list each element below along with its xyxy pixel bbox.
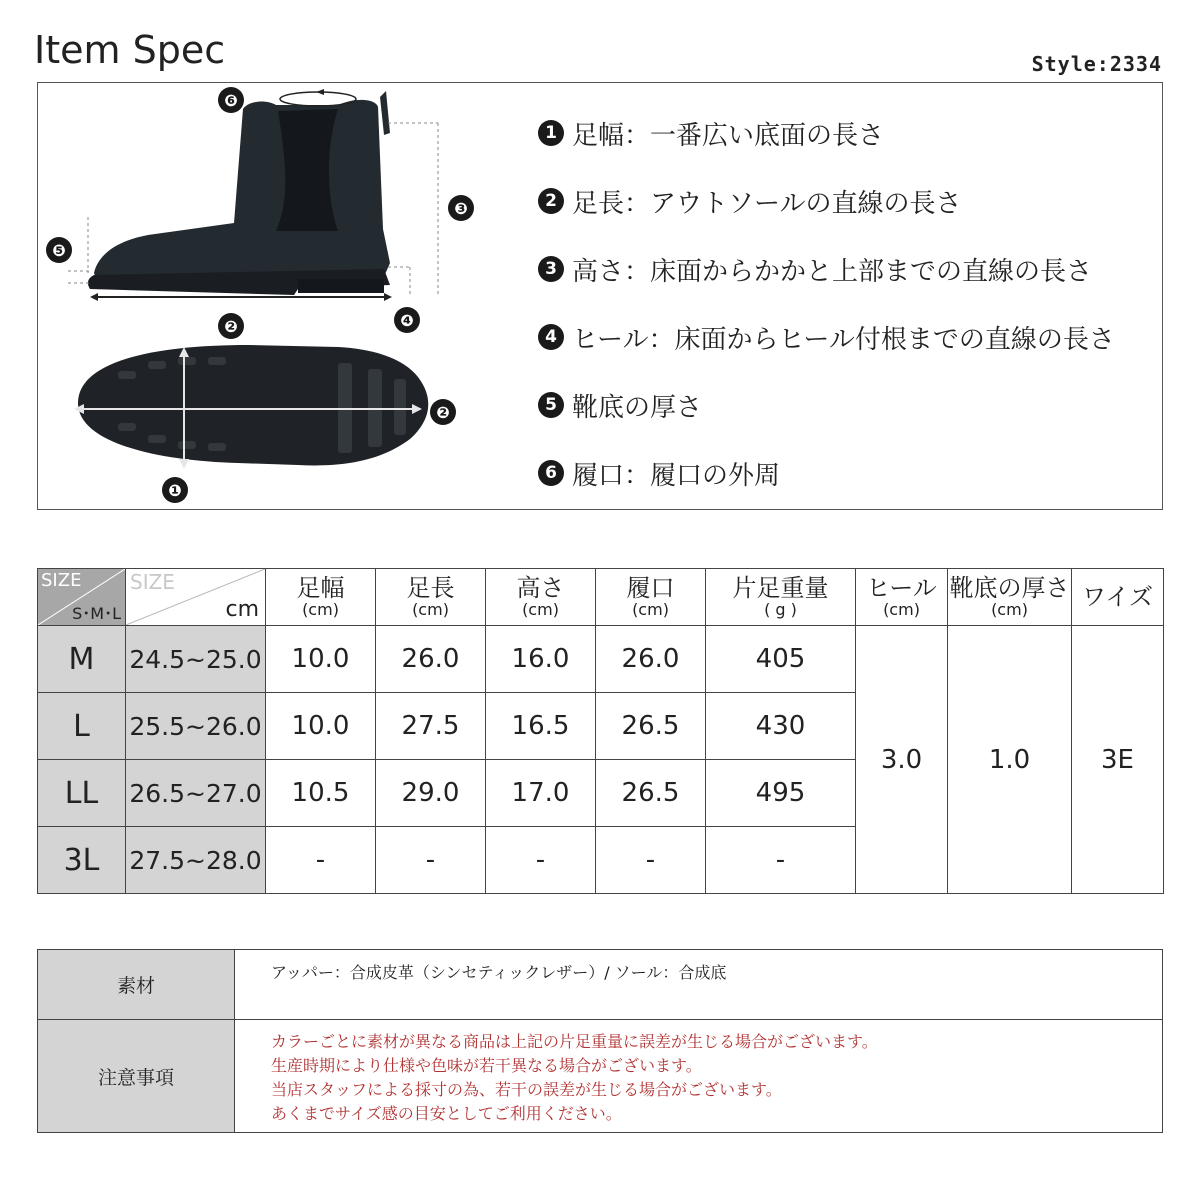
- column-header-weight: 片足重量 ( g ): [706, 569, 856, 626]
- column-header-height: 高さ (cm): [486, 569, 596, 626]
- boot-illustration: [38, 83, 518, 511]
- notes-label: 注意事項: [38, 1020, 235, 1133]
- note-line: 生産時期により仕様や色味が若干異なる場合がございます。: [271, 1056, 702, 1075]
- range-cell: 27.5~28.0: [126, 827, 266, 894]
- height-cell: 16.5: [486, 693, 596, 760]
- column-header-opening: 履口 (cm): [596, 569, 706, 626]
- size-cell: LL: [38, 760, 126, 827]
- number-badge-icon: 6: [538, 460, 564, 486]
- sole-thickness-cell: 1.0: [948, 626, 1072, 894]
- size-cell: L: [38, 693, 126, 760]
- opening-cell: 26.0: [596, 626, 706, 693]
- callout-5: ❺: [46, 237, 72, 263]
- weight-cell: 430: [706, 693, 856, 760]
- size-cell: 3L: [38, 827, 126, 894]
- corner-bottom-label: S･M･L: [72, 604, 121, 623]
- measurement-legend: [538, 99, 1158, 507]
- corner-bottom-label: cm: [225, 597, 259, 622]
- column-header-width: 足幅 (cm): [266, 569, 376, 626]
- callout-6: ❻: [218, 87, 244, 113]
- height-cell: 16.0: [486, 626, 596, 693]
- opening-cell: 26.5: [596, 760, 706, 827]
- callout-4: ❹: [394, 307, 420, 333]
- weight-cell: -: [706, 827, 856, 894]
- column-header-wise: ワイズ: [1072, 569, 1164, 626]
- callout-2-sole: ❷: [430, 399, 456, 425]
- material-label: 素材: [38, 950, 235, 1020]
- wise-cell: 3E: [1072, 626, 1164, 894]
- number-badge-icon: 5: [538, 392, 564, 418]
- legend-text: 靴底の厚さ: [572, 392, 703, 423]
- legend-item: [538, 303, 1158, 371]
- range-cell: 24.5~25.0: [126, 626, 266, 693]
- width-cell: 10.0: [266, 693, 376, 760]
- page-title: Item Spec: [34, 28, 226, 72]
- callout-2-side: ❷: [218, 313, 244, 339]
- weight-cell: 495: [706, 760, 856, 827]
- width-cell: 10.5: [266, 760, 376, 827]
- size-cell: M: [38, 626, 126, 693]
- range-cell: 26.5~27.0: [126, 760, 266, 827]
- notes-row: [38, 1020, 1163, 1133]
- opening-cell: 26.5: [596, 693, 706, 760]
- number-badge-icon: 2: [538, 188, 564, 214]
- legend-text: 履口：履口の外周: [572, 460, 781, 491]
- boot-image: [38, 83, 518, 511]
- length-cell: -: [376, 827, 486, 894]
- height-cell: -: [486, 827, 596, 894]
- length-cell: 27.5: [376, 693, 486, 760]
- legend-item: [538, 99, 1158, 167]
- opening-cell: -: [596, 827, 706, 894]
- legend-item: [538, 167, 1158, 235]
- size-spec-table: [37, 568, 1164, 894]
- note-line: カラーごとに素材が異なる商品は上記の片足重量に誤差が生じる場合がございます。: [271, 1032, 878, 1051]
- range-cell: 25.5~26.0: [126, 693, 266, 760]
- material-row: [38, 950, 1163, 1020]
- number-badge-icon: 3: [538, 256, 564, 282]
- table-header-row: [38, 569, 1164, 626]
- measurement-diagram: [37, 82, 1163, 510]
- cm-corner-header: [126, 569, 266, 626]
- length-cell: 26.0: [376, 626, 486, 693]
- materials-table: [37, 949, 1163, 1133]
- corner-top-label: SIZE: [130, 570, 175, 594]
- column-header-length: 足長 (cm): [376, 569, 486, 626]
- note-line: 当店スタッフによる採寸の為、若干の誤差が生じる場合がございます。: [271, 1080, 782, 1099]
- material-value: アッパー：合成皮革（シンセティックレザー）/ ソール：合成底: [235, 950, 1163, 1020]
- legend-text: 足長：アウトソールの直線の長さ: [572, 188, 962, 219]
- size-corner-header: [38, 569, 126, 626]
- column-header-sole: 靴底の厚さ (cm): [948, 569, 1072, 626]
- column-header-heel: ヒール (cm): [856, 569, 948, 626]
- callout-1: ❶: [162, 477, 188, 503]
- legend-item: [538, 235, 1158, 303]
- height-cell: 17.0: [486, 760, 596, 827]
- corner-top-label: SIZE: [41, 570, 82, 591]
- weight-cell: 405: [706, 626, 856, 693]
- legend-item: [538, 371, 1158, 439]
- length-cell: 29.0: [376, 760, 486, 827]
- legend-text: ヒール：床面からヒール付根までの直線の長さ: [572, 324, 1115, 355]
- legend-text: 足幅：一番広い底面の長さ: [572, 120, 885, 151]
- legend-item: [538, 439, 1158, 507]
- note-line: あくまでサイズ感の目安としてご利用ください。: [271, 1104, 622, 1123]
- legend-text: 高さ：床面からかかと上部までの直線の長さ: [572, 256, 1093, 287]
- number-badge-icon: 1: [538, 120, 564, 146]
- style-code: Style:2334: [1031, 52, 1162, 76]
- notes-list: [235, 1020, 1163, 1133]
- number-badge-icon: 4: [538, 324, 564, 350]
- width-cell: 10.0: [266, 626, 376, 693]
- width-cell: -: [266, 827, 376, 894]
- table-row: [38, 626, 1164, 693]
- callout-3: ❸: [448, 195, 474, 221]
- heel-cell: 3.0: [856, 626, 948, 894]
